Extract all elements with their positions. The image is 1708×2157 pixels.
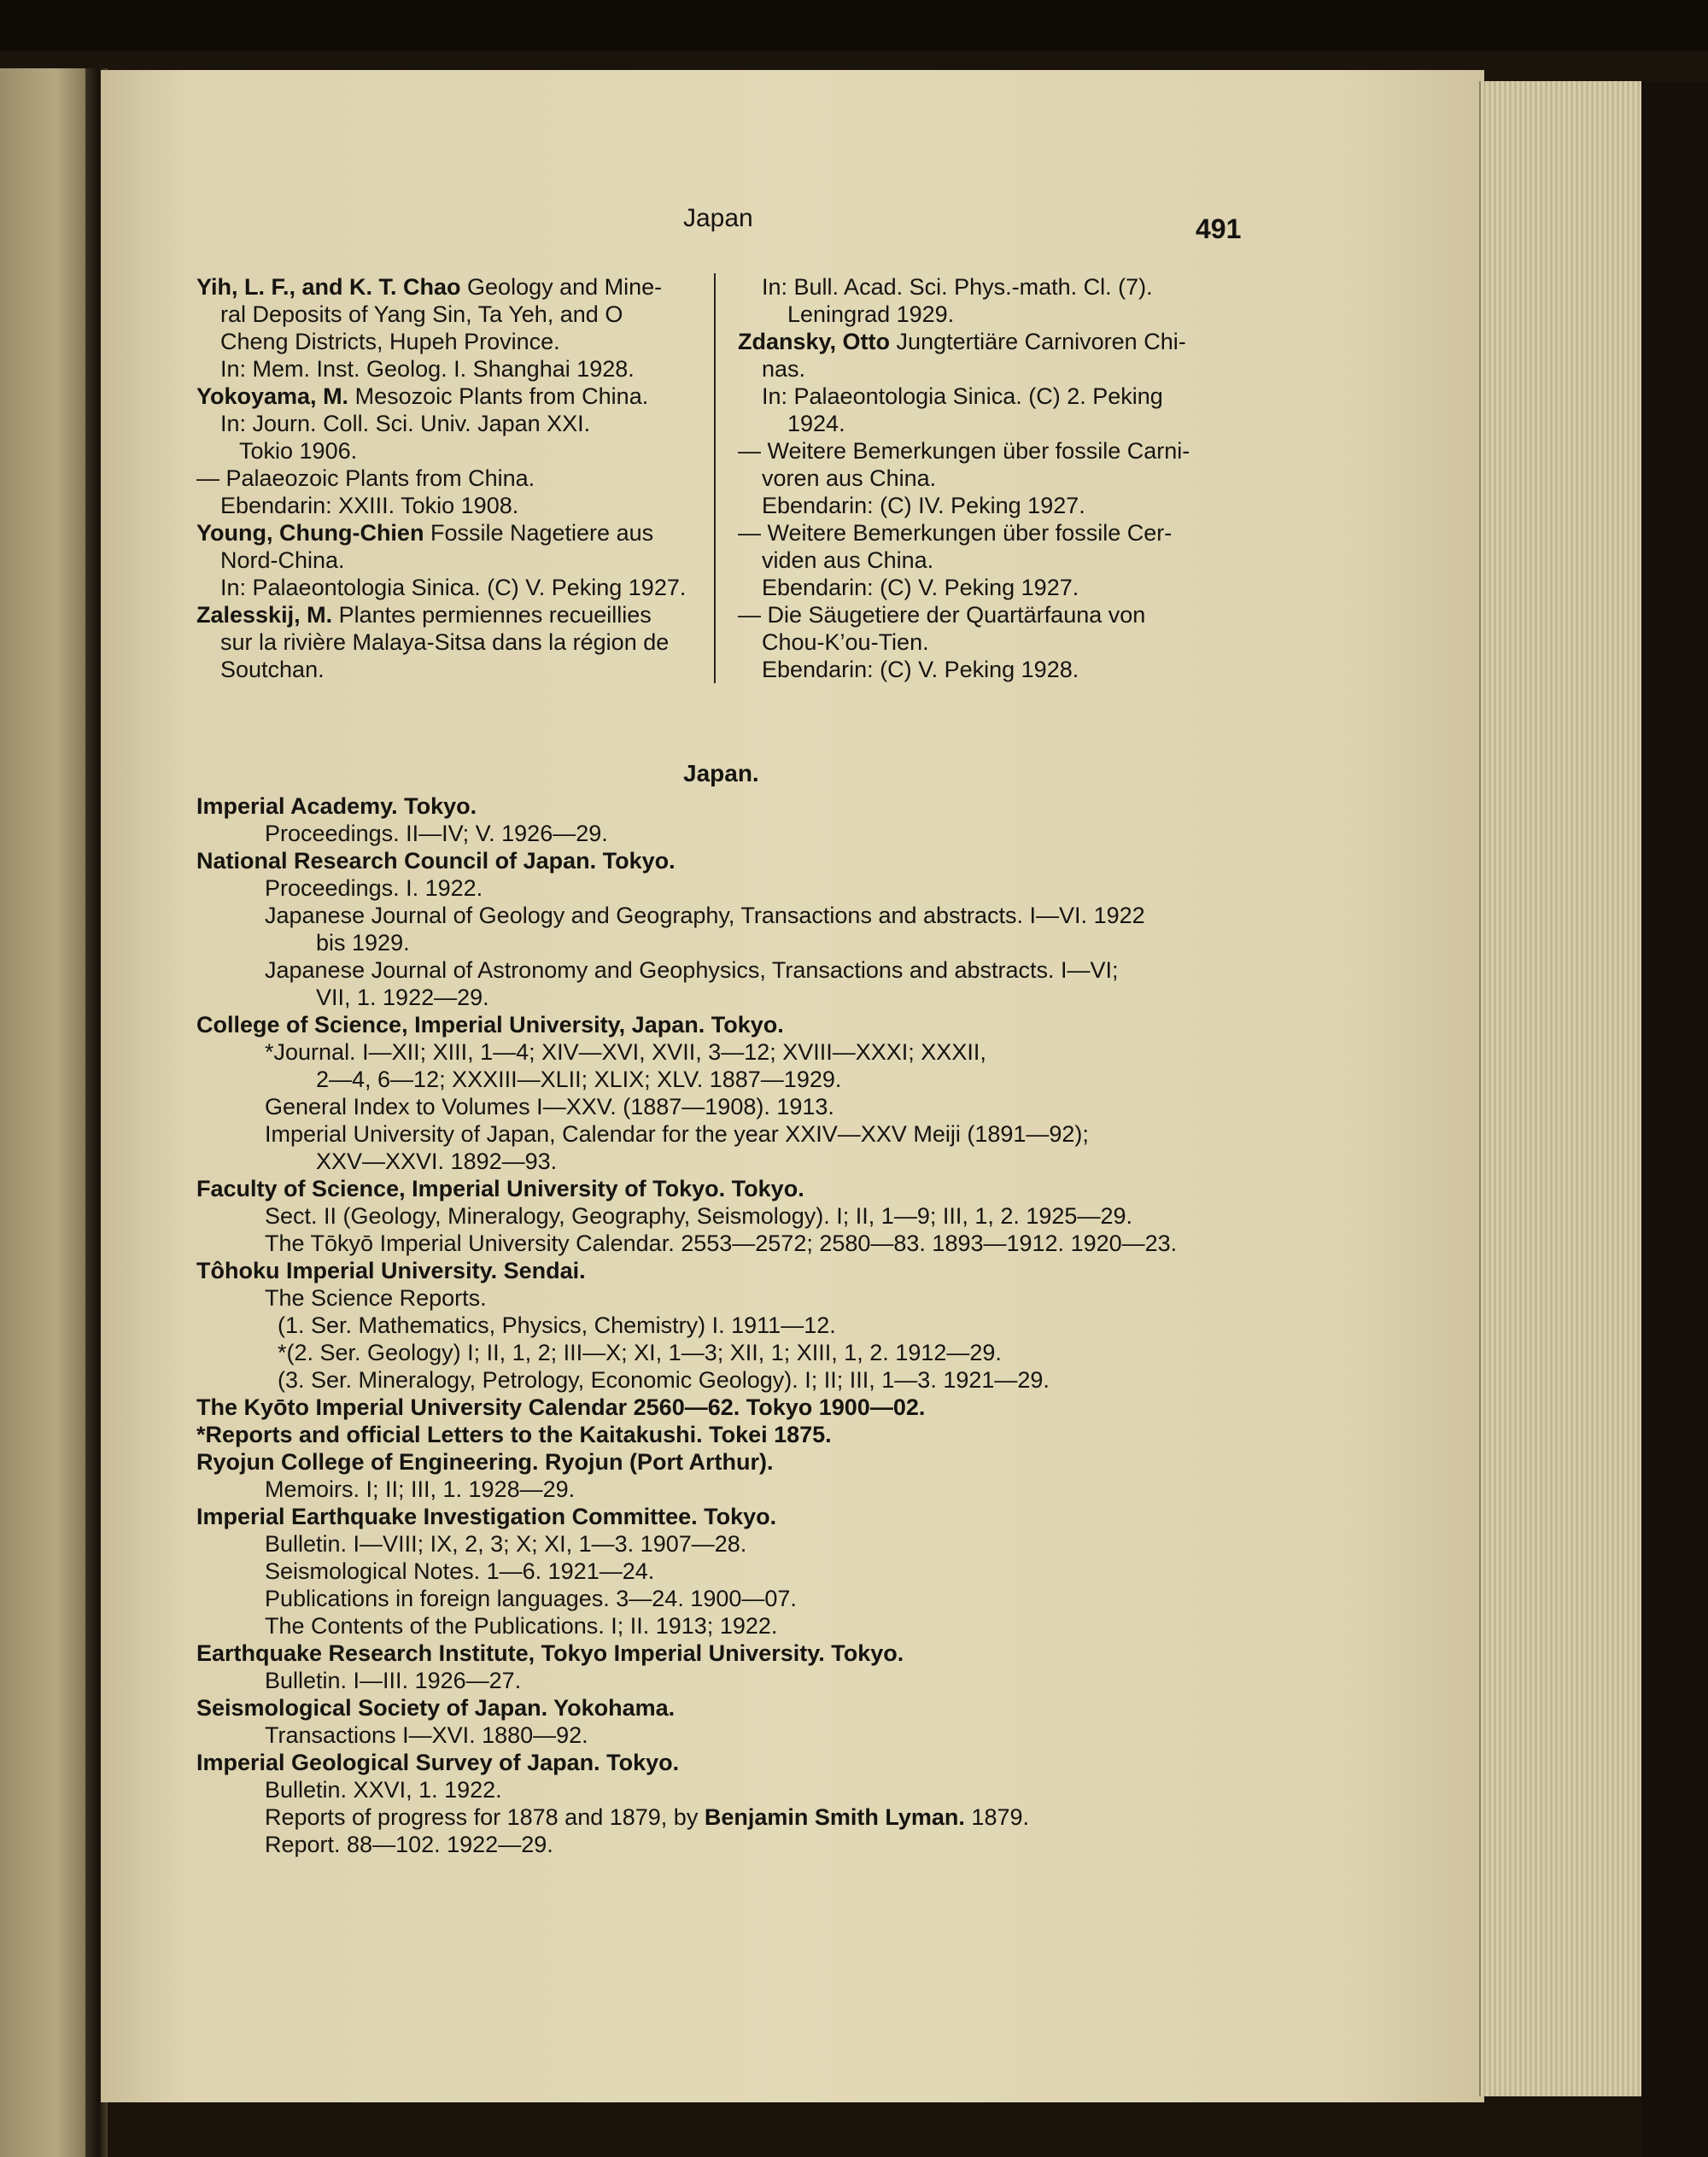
right-line-2: Zdansky, Otto Jungtertiäre Carnivoren Chi- [738, 329, 1186, 354]
column-separator [714, 273, 716, 683]
left-line-12: Zalesskij, M. Plantes permiennes recueillies [196, 602, 652, 628]
entry-6: Japanese Journal of Astronomy and Geophysics, Transactions and abstracts. I—VI; [265, 957, 1119, 983]
entry-17: Tôhoku Imperial University. Sendai. [196, 1258, 586, 1283]
entry-14: Faculty of Science, Imperial University of Tokyo. Tokyo. [196, 1176, 804, 1201]
book-cover-edge [1641, 81, 1708, 2157]
entry-13: XXV—XXVI. 1892—93. [316, 1149, 558, 1174]
right-line-8: Ebendarin: (C) IV. Peking 1927. [762, 493, 1085, 518]
entry-12: Imperial University of Japan, Calendar for the year XXIV—XXV Meiji (1891—92); [265, 1121, 1089, 1147]
right-line-1: Leningrad 1929. [787, 301, 955, 327]
entry-31: Earthquake Research Institute, Tokyo Imperial University. Tokyo. [196, 1640, 904, 1666]
entry-4: Japanese Journal of Geology and Geography, Transactions and abstracts. I—VI. 1922 [265, 903, 1145, 928]
entry-1: Proceedings. II—IV; V. 1926—29. [265, 821, 608, 846]
entry-5: bis 1929. [316, 930, 410, 956]
section-heading: Japan. [683, 760, 759, 786]
left-line-11: In: Palaeontologia Sinica. (C) V. Peking 1927. [220, 575, 687, 600]
entry-33: Seismological Society of Japan. Yokohama. [196, 1695, 676, 1721]
entry-10: 2—4, 6—12; XXXIII—XLII; XLIX; XLV. 1887—1929. [316, 1067, 842, 1092]
left-line-10: Nord-China. [220, 547, 345, 573]
entry-38: Report. 88—102. 1922—29. [265, 1832, 553, 1857]
left-line-2: Cheng Districts, Hupeh Province. [220, 329, 560, 354]
right-line-6: — Weitere Bemerkungen über fossile Carni- [738, 438, 1190, 464]
entry-7: VII, 1. 1922—29. [316, 985, 489, 1010]
entry-26: Imperial Earthquake Investigation Committee. Tokyo. [196, 1504, 777, 1529]
entry-21: (3. Ser. Mineralogy, Petrology, Economic Geology). I; II; III, 1—3. 1921—29. [278, 1367, 1050, 1393]
entry-15: Sect. II (Geology, Mineralogy, Geography, Seismology). I; II, 1—9; III, 1, 2. 1925—29. [265, 1203, 1132, 1229]
entry-30: The Contents of the Publications. I; II. 1913; 1922. [265, 1613, 778, 1639]
entry-32: Bulletin. I—III. 1926—27. [265, 1668, 522, 1693]
entry-8: College of Science, Imperial University, Japan. Tokyo. [196, 1012, 784, 1038]
right-line-10: viden aus China. [762, 547, 934, 573]
right-line-4: In: Palaeontologia Sinica. (C) 2. Peking [762, 383, 1163, 409]
entry-20: *(2. Ser. Geology) I; II, 1, 2; III—X; XI, 1—3; XII, 1; XIII, 1, 2. 1912—29. [278, 1340, 1002, 1365]
right-line-12: — Die Säugetiere der Quartärfauna von [738, 602, 1146, 628]
entry-27: Bulletin. I—VIII; IX, 2, 3; X; XI, 1—3. 1907—28. [265, 1531, 747, 1557]
running-title: Japan [683, 204, 753, 232]
left-line-13: sur la rivière Malaya-Sitsa dans la région de [220, 629, 670, 655]
entry-37: Reports of progress for 1878 and 1879, by Benjamin Smith Lyman. 1879. [265, 1804, 1029, 1830]
entry-28: Seismological Notes. 1—6. 1921—24. [265, 1558, 655, 1584]
right-line-7: voren aus China. [762, 465, 937, 491]
left-line-6: Tokio 1906. [239, 438, 358, 464]
right-line-5: 1924. [787, 411, 845, 436]
entry-22: The Kyōto Imperial University Calendar 2560—62. Tokyo 1900—02. [196, 1394, 926, 1420]
entry-3: Proceedings. I. 1922. [265, 875, 483, 901]
left-line-3: In: Mem. Inst. Geolog. I. Shanghai 1928. [220, 356, 635, 382]
right-line-13: Chou-K’ou-Tien. [762, 629, 929, 655]
entry-35: Imperial Geological Survey of Japan. Tokyo. [196, 1750, 680, 1775]
right-line-3: nas. [762, 356, 806, 382]
left-line-9: Young, Chung-Chien Fossile Nagetiere aus [196, 520, 654, 546]
left-line-8: Ebendarin: XXIII. Tokio 1908. [220, 493, 519, 518]
right-line-14: Ebendarin: (C) V. Peking 1928. [762, 657, 1079, 682]
left-line-7: — Palaeozoic Plants from China. [196, 465, 535, 491]
entry-11: General Index to Volumes I—XXV. (1887—1908). 1913. [265, 1094, 834, 1119]
entry-16: The Tōkyō Imperial University Calendar. 2553—2572; 2580—83. 1893—1912. 1920—23. [265, 1230, 1178, 1256]
entry-19: (1. Ser. Mathematics, Physics, Chemistry) I. 1911—12. [278, 1312, 836, 1338]
entry-36: Bulletin. XXVI, 1. 1922. [265, 1777, 502, 1803]
left-line-5: In: Journ. Coll. Sci. Univ. Japan XXI. [220, 411, 591, 436]
entry-29: Publications in foreign languages. 3—24. 1900—07. [265, 1586, 797, 1611]
entry-23: *Reports and official Letters to the Kaitakushi. Tokei 1875. [196, 1422, 832, 1447]
entry-9: *Journal. I—XII; XIII, 1—4; XIV—XVI, XVII, 3—12; XVIII—XXXI; XXXII, [265, 1039, 986, 1065]
entry-34: Transactions I—XVI. 1880—92. [265, 1722, 588, 1748]
entry-25: Memoirs. I; II; III, 1. 1928—29. [265, 1476, 576, 1502]
left-line-1: ral Deposits of Yang Sin, Ta Yeh, and O [220, 301, 623, 327]
right-line-9: — Weitere Bemerkungen über fossile Cer- [738, 520, 1173, 546]
left-line-4: Yokoyama, M. Mesozoic Plants from China. [196, 383, 649, 409]
left-line-14: Soutchan. [220, 657, 325, 682]
page-stack-edges [1479, 81, 1643, 2096]
entry-18: The Science Reports. [265, 1285, 487, 1311]
entry-24: Ryojun College of Engineering. Ryojun (Port Arthur). [196, 1449, 774, 1475]
right-line-0: In: Bull. Acad. Sci. Phys.-math. Cl. (7). [762, 274, 1153, 300]
left-line-0: Yih, L. F., and K. T. Chao Geology and Mine- [196, 274, 663, 300]
right-line-11: Ebendarin: (C) V. Peking 1927. [762, 575, 1079, 600]
entry-2: National Research Council of Japan. Tokyo. [196, 848, 676, 874]
page-number: 491 [1196, 213, 1242, 244]
entry-0: Imperial Academy. Tokyo. [196, 793, 477, 819]
